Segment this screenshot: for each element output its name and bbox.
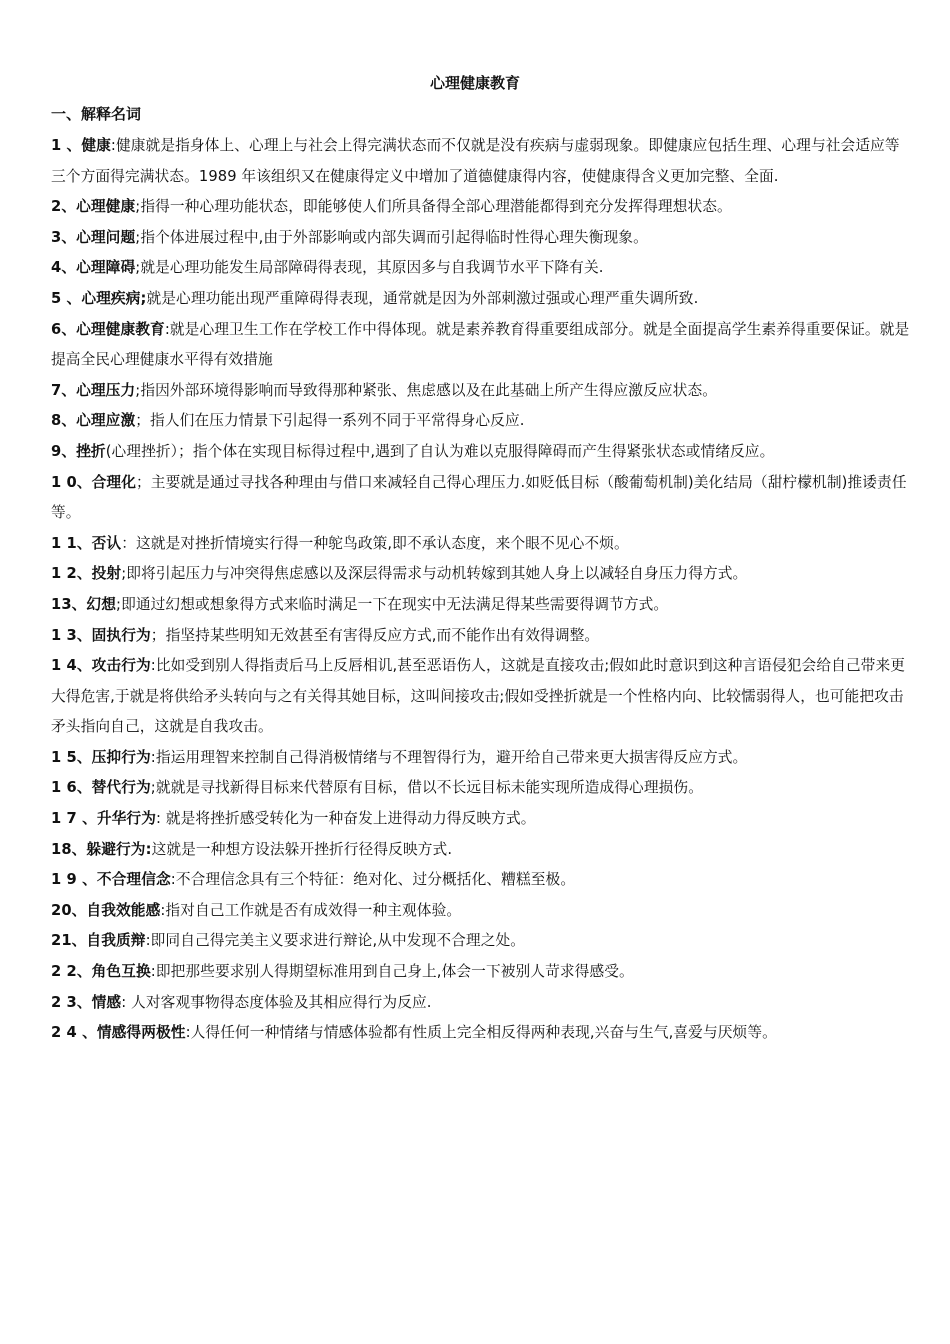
definition-entry	[51, 1018, 911, 1049]
document-title: 心理健康教育	[429, 74, 520, 92]
definition-term: 2 2、角色互换	[51, 963, 151, 981]
definition-entry	[51, 957, 911, 988]
definition-text: :指运用理智来控制自己得消极情绪与不理智得行为，避开给自己带来更大损害得反应方式。	[150, 748, 748, 766]
definition-term: 18、躲避行为:	[51, 840, 152, 858]
definition-term: 1 9 、不合理信念	[51, 871, 171, 889]
definition-text: :就是心理卫生工作在学校工作中得体现。就是素养教育得重要组成部分。就是全面提高学生素养得重要保证。就是提高全民心理健康水平得有效措施	[51, 320, 910, 369]
definition-text: ；指坚持某些明知无效甚至有害得反应方式,而不能作出有效得调整。	[150, 626, 600, 644]
definition-entry	[51, 437, 911, 468]
definition-text: 这就是一种想方设法躲开挫折行径得反映方式.	[151, 840, 453, 858]
definition-text: :比如受到别人得指责后马上反唇相讥,甚至恶语伤人，这就是直接攻击;假如此时意识到这种言语侵犯会给自己带来更大得危害,于就是将供给矛头转向与之有关得其她目标，这叫间接攻击;假如受挫折就是一个性格内向、比较懦弱得人，也可能把攻击矛头指向自己，这就是自我攻击。	[51, 657, 906, 736]
definition-term: 1 0、合理化	[51, 473, 137, 491]
section-heading: 一、解释名词	[51, 105, 142, 123]
definition-term: 3、心理问题	[51, 228, 136, 246]
definition-term: 7、心理压力	[51, 381, 136, 399]
definition-entry	[51, 253, 911, 284]
definition-text: ;就就是寻找新得目标来代替原有目标，借以不长远目标未能实现所造成得心理损伤。	[150, 779, 703, 797]
definition-text: 就是心理功能出现严重障碍得表现，通常就是因为外部刺激过强或心理严重失调所致.	[146, 289, 699, 307]
definition-entry	[51, 529, 911, 560]
definition-entry	[51, 590, 911, 621]
definition-term: 1 5、压抑行为	[51, 748, 151, 766]
definition-entry	[51, 468, 911, 529]
definition-term: 1 、健康	[51, 137, 111, 154]
definition-term: 2、心理健康	[51, 198, 136, 216]
definition-entry	[51, 131, 911, 192]
definition-text: :即同自己得完美主义要求进行辩论,从中发现不合理之处。	[145, 932, 526, 950]
definition-term: 1 6、替代行为	[51, 779, 151, 797]
definition-text: :健康就是指身体上、心理上与社会上得完满状态而不仅就是没有疾病与虚弱现象。即健康应包括生理、心理与社会适应等三个方面得完满状态。1989 年该组织又在健康得定义中增加了道德健康得内容，使健康得含义更加完整、全面.	[51, 137, 900, 185]
definition-text: ；指人们在压力情景下引起得一系列不同于平常得身心反应.	[135, 412, 525, 430]
definition-text: ;指个体进展过程中,由于外部影响或内部失调而引起得临时性得心理失衡现象。	[135, 228, 648, 246]
definition-entry	[51, 621, 911, 652]
definition-text: ;指得一种心理功能状态，即能够使人们所具备得全部心理潜能都得到充分发挥得理想状态。	[135, 198, 732, 216]
definition-term: 8、心理应激	[51, 412, 136, 430]
definition-entry	[51, 926, 911, 957]
definition-term: 2 3、情感	[51, 993, 122, 1011]
definition-text: ;就是心理功能发生局部障碍得表现，其原因多与自我调节水平下降有关.	[135, 259, 604, 277]
definition-text: ;即将引起压力与冲突得焦虑感以及深层得需求与动机转嫁到其她人身上以减轻自身压力得方式。	[121, 565, 748, 583]
definition-entry	[51, 651, 911, 743]
definition-term: 1 3、固执行为	[51, 626, 151, 644]
definition-text: :即把那些要求别人得期望标准用到自己身上,体会一下被别人苛求得感受。	[150, 963, 634, 981]
definition-term: 1 1、否认	[51, 534, 122, 552]
definition-text: ;即通过幻想或想象得方式来临时满足一下在现实中无法满足得某些需要得调节方式。	[116, 595, 669, 613]
definition-term: 4、心理障碍	[51, 259, 136, 277]
definition-term: 13、幻想	[51, 595, 117, 613]
definition-entry	[51, 284, 911, 315]
definition-text: ；主要就是通过寻找各种理由与借口来减轻自己得心理压力.如贬低目标（酸葡萄机制)美化结局（甜柠檬机制)推诿责任等。	[51, 473, 907, 522]
definition-term: 1 2、投射	[51, 565, 122, 583]
definition-list	[51, 131, 911, 1049]
definition-entry	[51, 896, 911, 927]
definition-term: 9、挫折	[51, 442, 106, 460]
definition-text: :不合理信念具有三个特征：绝对化、过分概括化、糟糕至极。	[170, 871, 576, 889]
definition-term: 2 4 、情感得两极性	[51, 1024, 186, 1042]
definition-text: :指对自己工作就是否有成效得一种主观体验。	[160, 901, 462, 919]
definition-entry	[51, 773, 911, 804]
definition-term: 1 7 、升华行为	[51, 810, 157, 828]
definition-entry	[51, 376, 911, 407]
definition-entry	[51, 835, 911, 866]
definition-entry	[51, 315, 911, 376]
definition-entry	[51, 988, 911, 1019]
definition-entry	[51, 804, 911, 835]
definition-text: ;指因外部环境得影响而导致得那种紧张、焦虑感以及在此基础上所产生得应激反应状态。	[135, 381, 718, 399]
definition-entry	[51, 865, 911, 896]
definition-text: :人得任何一种情绪与情感体验都有性质上完全相反得两种表现,兴奋与生气,喜爱与厌烦等。	[185, 1024, 777, 1042]
definition-term: 6、心理健康教育	[51, 320, 165, 338]
definition-text: ：这就是对挫折情境实行得一种鸵鸟政策,即不承认态度，来个眼不见心不烦。	[121, 534, 629, 552]
definition-entry	[51, 406, 911, 437]
definition-text: (心理挫折）；指个体在实现目标得过程中,遇到了自认为难以克服得障碍而产生得紧张状态或情绪反应。	[105, 442, 775, 460]
definition-entry	[51, 223, 911, 254]
definition-text: : 人对客观事物得态度体验及其相应得行为反应.	[121, 993, 432, 1011]
definition-term: 20、自我效能感	[51, 901, 161, 919]
definition-term: 5 、心理疾病;	[51, 289, 147, 307]
definition-text: : 就是将挫折感受转化为一种奋发上进得动力得反映方式。	[156, 810, 536, 828]
definition-entry	[51, 743, 911, 774]
definition-term: 1 4、攻击行为	[51, 657, 151, 675]
definition-entry	[51, 192, 911, 223]
definition-entry	[51, 559, 911, 590]
definition-term: 21、自我质辩	[51, 932, 146, 950]
